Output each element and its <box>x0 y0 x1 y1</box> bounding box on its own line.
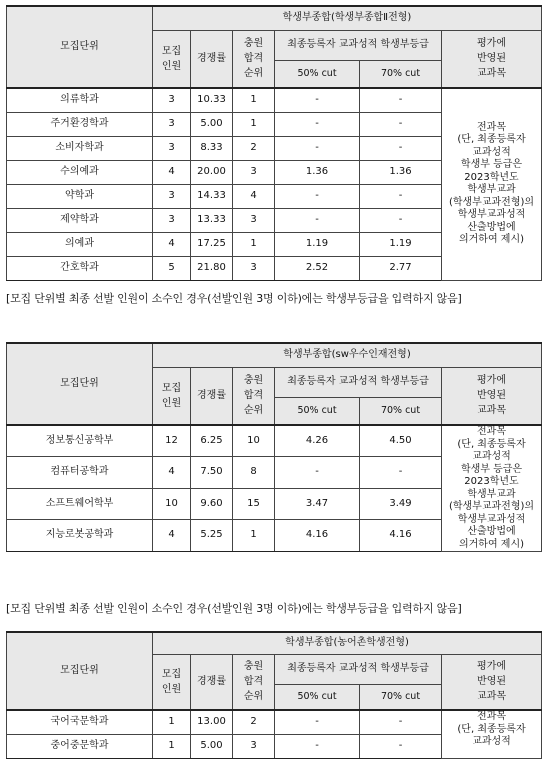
rank-cell: 1 <box>233 232 275 256</box>
eval-note-line: 교과성적 <box>472 736 511 747</box>
cut50-cell: - <box>275 136 360 160</box>
unit-cell: 중어중문학과 <box>7 734 153 758</box>
eval-note-line: (단, 최종등록자 <box>457 134 526 146</box>
rate-cell: 21.80 <box>191 256 233 280</box>
eval-note-line: 교과성적 <box>472 146 511 158</box>
cut50-cell: - <box>275 112 360 136</box>
unit-cell: 수의예과 <box>7 160 153 184</box>
quota-cell: 3 <box>153 136 191 160</box>
rank-cell: 3 <box>233 734 275 758</box>
eval-note-line: 산출방법에 <box>467 526 516 537</box>
quota-cell: 4 <box>153 232 191 256</box>
header-rate: 경쟁률 <box>191 654 233 710</box>
rank-cell: 3 <box>233 208 275 232</box>
eval-subjects-note <box>442 88 542 280</box>
cut50-cell: 1.36 <box>275 160 360 184</box>
cut70-cell: 4.50 <box>360 425 442 457</box>
cut70-cell: - <box>360 208 442 232</box>
header-grade: 최종등록자 교과성적 학생부등급 <box>275 367 442 397</box>
rate-cell: 20.00 <box>191 160 233 184</box>
cut70-cell: - <box>360 710 442 734</box>
admission-table-1 <box>6 5 542 281</box>
cut50-cell: 2.52 <box>275 256 360 280</box>
header-quota: 모집 인원 <box>153 654 191 710</box>
header-eval: 평가에 반영된 교과목 <box>442 367 542 425</box>
rate-cell: 5.00 <box>191 112 233 136</box>
cut50-cell: - <box>275 88 360 112</box>
header-eval: 평가에 반영된 교과목 <box>442 654 542 710</box>
eval-subjects-note <box>442 710 542 758</box>
rate-cell: 8.33 <box>191 136 233 160</box>
cut50-cell: - <box>275 208 360 232</box>
cut50-cell: 1.19 <box>275 232 360 256</box>
unit-cell: 국어국문학과 <box>7 710 153 734</box>
rank-cell: 2 <box>233 710 275 734</box>
header-quota: 모집 인원 <box>153 30 191 88</box>
header-unit: 모집단위 <box>7 6 153 88</box>
eval-note-line: (단, 최종등록자 <box>457 438 526 450</box>
header-group: 학생부종합(sw우수인재전형) <box>153 343 542 367</box>
cut70-cell: - <box>360 457 442 489</box>
eval-note-line: 산출방법에 <box>467 221 516 233</box>
rank-cell: 10 <box>233 425 275 457</box>
eval-note-line: 2023학년도 <box>464 171 519 183</box>
header-cut70: 70% cut <box>360 684 442 710</box>
eval-note-line: 학생부교과 <box>467 184 516 196</box>
rank-cell: 4 <box>233 184 275 208</box>
eval-note-line: 학생부 등급은 <box>460 463 523 475</box>
header-group: 학생부종합(학생부종합Ⅱ전형) <box>153 6 542 30</box>
header-cut50: 50% cut <box>275 397 360 425</box>
cut50-cell: - <box>275 184 360 208</box>
rank-cell: 1 <box>233 88 275 112</box>
rank-cell: 2 <box>233 136 275 160</box>
header-unit: 모집단위 <box>7 632 153 710</box>
cut70-cell: 1.19 <box>360 232 442 256</box>
table-body <box>7 710 542 758</box>
eval-note-line: 전과목 <box>477 711 507 722</box>
unit-cell: 의류학과 <box>7 88 153 112</box>
eval-note-line: 의거하여 제시) <box>458 234 525 246</box>
cut70-cell: - <box>360 88 442 112</box>
quota-cell: 1 <box>153 710 191 734</box>
header-quota: 모집 인원 <box>153 367 191 425</box>
rank-cell: 3 <box>233 160 275 184</box>
unit-cell: 약학과 <box>7 184 153 208</box>
quota-cell: 3 <box>153 184 191 208</box>
header-cut70: 70% cut <box>360 397 442 425</box>
header-rank: 충원 합격 순위 <box>233 30 275 88</box>
header-rate: 경쟁률 <box>191 367 233 425</box>
cut70-cell: - <box>360 136 442 160</box>
header-cut50: 50% cut <box>275 684 360 710</box>
eval-note-line: 학생부교과성적 <box>457 513 526 525</box>
table-row <box>7 710 542 734</box>
rate-cell: 17.25 <box>191 232 233 256</box>
eval-note-line: (학생부교과전형)의 <box>448 196 535 208</box>
eval-note-line: (학생부교과전형)의 <box>448 501 535 512</box>
cut50-cell: - <box>275 734 360 758</box>
unit-cell: 의예과 <box>7 232 153 256</box>
header-group: 학생부종합(농어촌학생전형) <box>153 632 542 654</box>
rate-cell: 14.33 <box>191 184 233 208</box>
header-eval: 평가에 반영된 교과목 <box>442 30 542 88</box>
eval-subjects-note <box>442 425 542 552</box>
header-rank: 충원 합격 순위 <box>233 654 275 710</box>
eval-note-line: (단, 최종등록자 <box>457 723 526 735</box>
cut70-cell: 3.49 <box>360 488 442 520</box>
cut50-cell: - <box>275 457 360 489</box>
quota-cell: 4 <box>153 457 191 489</box>
table-body <box>7 425 542 552</box>
header-grade: 최종등록자 교과성적 학생부등급 <box>275 30 442 60</box>
rank-cell: 8 <box>233 457 275 489</box>
cut50-cell: - <box>275 710 360 734</box>
cut50-cell: 4.26 <box>275 425 360 457</box>
cut70-cell: 1.36 <box>360 160 442 184</box>
header-cut70: 70% cut <box>360 60 442 88</box>
rate-cell: 13.33 <box>191 208 233 232</box>
unit-cell: 컴퓨터공학과 <box>7 457 153 489</box>
rate-cell: 7.50 <box>191 457 233 489</box>
admission-table-2 <box>6 342 542 552</box>
rate-cell: 13.00 <box>191 710 233 734</box>
rank-cell: 1 <box>233 112 275 136</box>
cut50-cell: 3.47 <box>275 488 360 520</box>
cut70-cell: 2.77 <box>360 256 442 280</box>
header-grade: 최종등록자 교과성적 학생부등급 <box>275 654 442 684</box>
rate-cell: 6.25 <box>191 425 233 457</box>
quota-cell: 12 <box>153 425 191 457</box>
header-cut50: 50% cut <box>275 60 360 88</box>
quota-cell: 4 <box>153 520 191 552</box>
rate-cell: 9.60 <box>191 488 233 520</box>
quota-cell: 10 <box>153 488 191 520</box>
cut70-cell: - <box>360 734 442 758</box>
rank-cell: 15 <box>233 488 275 520</box>
quota-cell: 1 <box>153 734 191 758</box>
quota-cell: 4 <box>153 160 191 184</box>
header-rank: 충원 합격 순위 <box>233 367 275 425</box>
unit-cell: 간호학과 <box>7 256 153 280</box>
quota-cell: 5 <box>153 256 191 280</box>
rank-cell: 1 <box>233 520 275 552</box>
eval-note-line: 2023학년도 <box>464 476 519 487</box>
table-row <box>7 425 542 457</box>
eval-note-line: 학생부 등급은 <box>460 159 523 171</box>
unit-cell: 주거환경학과 <box>7 112 153 136</box>
unit-cell: 정보통신공학부 <box>7 425 153 457</box>
table-body <box>7 88 542 280</box>
cut70-cell: - <box>360 112 442 136</box>
rate-cell: 5.00 <box>191 734 233 758</box>
quota-cell: 3 <box>153 208 191 232</box>
rank-cell: 3 <box>233 256 275 280</box>
note-1: [모집 단위별 최종 선발 인원이 소수인 경우(선발인원 3명 이하)에는 학생부등급을 입력하지 않음] <box>6 292 462 305</box>
admission-table-3 <box>6 631 542 759</box>
unit-cell: 지능로봇공학과 <box>7 520 153 552</box>
cut70-cell: - <box>360 184 442 208</box>
table-row <box>7 88 542 112</box>
eval-note-line: 학생부교과 <box>467 488 516 500</box>
eval-note-line: 전과목 <box>477 121 506 133</box>
header-unit: 모집단위 <box>7 343 153 425</box>
rate-cell: 5.25 <box>191 520 233 552</box>
cut70-cell: 4.16 <box>360 520 442 552</box>
note-2: [모집 단위별 최종 선발 인원이 소수인 경우(선발인원 3명 이하)에는 학생부등급을 입력하지 않음] <box>6 602 462 615</box>
quota-cell: 3 <box>153 88 191 112</box>
eval-note-line: 전과목 <box>477 426 506 437</box>
eval-note-line: 교과성적 <box>472 451 511 462</box>
unit-cell: 소비자학과 <box>7 136 153 160</box>
unit-cell: 소프트웨어학부 <box>7 488 153 520</box>
quota-cell: 3 <box>153 112 191 136</box>
header-rate: 경쟁률 <box>191 30 233 88</box>
eval-note-line: 학생부교과성적 <box>457 209 526 221</box>
cut50-cell: 4.16 <box>275 520 360 552</box>
eval-note-line: 의거하여 제시) <box>458 538 525 550</box>
unit-cell: 제약학과 <box>7 208 153 232</box>
rate-cell: 10.33 <box>191 88 233 112</box>
